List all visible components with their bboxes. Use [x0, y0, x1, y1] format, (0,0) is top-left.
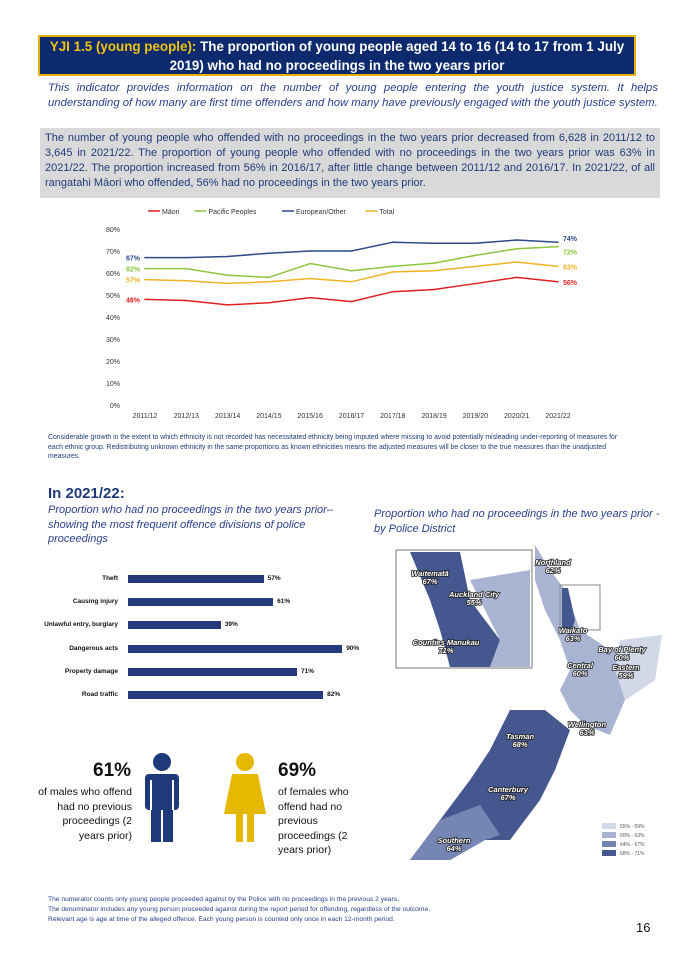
district-value: 62%: [545, 566, 561, 575]
section-title: In 2021/22:: [48, 485, 125, 502]
footnotes: [48, 895, 430, 925]
bar-category-label: Road traffic: [81, 691, 118, 698]
bar-value-label: 57%: [267, 575, 281, 582]
data-point: [227, 304, 229, 306]
end-data-label: 56%: [563, 279, 578, 287]
bar-category-label: Unlawful entry, burglary: [44, 621, 118, 629]
data-point: [268, 281, 270, 283]
data-point: [351, 270, 353, 272]
data-point: [475, 283, 477, 285]
data-point: [309, 263, 311, 265]
data-point: [392, 241, 394, 243]
data-point: [186, 300, 188, 302]
ethnicity-line-chart: [100, 202, 600, 422]
bar: [128, 645, 342, 653]
district-name: Auckland City: [448, 590, 500, 599]
y-tick-label: 70%: [105, 249, 120, 256]
end-data-label: 72%: [563, 249, 578, 257]
y-tick-label: 10%: [105, 381, 120, 388]
indicator-header: [38, 35, 636, 76]
x-tick-label: 2020/21: [504, 413, 530, 420]
data-point: [516, 261, 518, 263]
data-point: [433, 289, 435, 291]
ethnicity-note: Considerable growth in the extent to which ethnicity is not recorded has necessitated ethnicity being imputed where missing to avoid potentially misleading under-reporting of measures for each ethnic group. Redistributing unknown ethnicity in the same proportions as known ethnicities means the adjusted measures will be closer to the true measures than the unadjusted measures.: [48, 434, 618, 460]
y-tick-label: 20%: [105, 359, 120, 366]
data-point: [144, 299, 146, 301]
data-point: [557, 246, 559, 248]
district-value: 68%: [512, 740, 528, 749]
district-name: Wellington: [567, 720, 607, 729]
bar-value-label: 61%: [277, 598, 291, 606]
district-value: 67%: [422, 577, 438, 586]
data-point: [144, 279, 146, 281]
data-point: [268, 277, 270, 279]
x-tick-label: 2016/17: [338, 413, 365, 420]
data-point: [268, 302, 270, 304]
footnote: The numerator counts only young people proceeded against by the Police with no proceedings in the previous 2 years.: [48, 896, 399, 903]
x-tick-label: 2018/19: [421, 413, 447, 420]
end-data-label: 63%: [563, 264, 578, 272]
summary-box: The number of young people who offended with no proceedings in the two years prior decreased from 6,628 in 2011/12 to 3,645 in 2021/22. The proportion of young people who offended with no proceedings in the two years prior was 63% in 2021/22. The proportion increased from 56% in 2016/17, after little change between 2011/12 and 2016/17. In 2021/22, of all rangatahi Māori who offended, 56% had no proceedings in the two years prior.: [40, 128, 660, 198]
district-name: Waitematā: [411, 569, 449, 578]
footnote: The denominator includes any young person proceeded against during the report period for offending, regardless of the outcome.: [48, 906, 431, 913]
district-name: Southern: [437, 836, 471, 845]
females-percent: 69%: [278, 760, 317, 781]
legend-swatch: [602, 823, 616, 829]
bar: [128, 598, 273, 606]
district-name: Northland: [535, 558, 571, 567]
data-point: [392, 271, 394, 273]
bar-value-label: 82%: [327, 691, 341, 698]
bar-category-label: Causing injury: [72, 598, 118, 606]
map-legend: [602, 823, 645, 857]
data-point: [392, 266, 394, 268]
x-tick-label: 2017/18: [380, 413, 406, 420]
y-tick-label: 30%: [105, 337, 120, 344]
y-tick-label: 80%: [105, 227, 120, 234]
data-point: [516, 239, 518, 241]
bar-value-label: 39%: [224, 621, 238, 629]
y-tick-label: 50%: [105, 293, 120, 300]
intro-text: This indicator provides information on the number of young people entering the youth justice system. It helps understanding of how many are first time offenders and how many have previously engaged with the youth justice system.: [48, 82, 658, 109]
x-tick-label: 2013/14: [214, 413, 241, 420]
start-data-label: 67%: [125, 255, 140, 263]
data-point: [227, 256, 229, 258]
data-point: [433, 270, 435, 272]
females-text: of females who offend had no previous proceedings (2 years prior): [278, 786, 349, 856]
males-percent: 61%: [93, 760, 132, 781]
data-point: [475, 243, 477, 245]
district-value: 59%: [618, 671, 634, 680]
bar-category-label: Theft: [102, 575, 118, 582]
map-subtitle: Proportion who had no proceedings in the two years prior - by Police District: [374, 508, 660, 535]
males-text: of males who offend had no previous proceedings (2 years prior): [38, 786, 132, 842]
data-point: [557, 241, 559, 243]
data-point: [309, 250, 311, 252]
district-value: 63%: [579, 728, 595, 737]
district-name: Waikato: [558, 626, 588, 635]
bar-value-label: 71%: [300, 667, 314, 675]
data-point: [186, 280, 188, 282]
district-name: Tasman: [505, 732, 535, 741]
bar: [128, 691, 323, 699]
legend-label: 55% - 59%: [620, 824, 645, 830]
data-point: [516, 248, 518, 250]
data-point: [351, 250, 353, 252]
bar: [128, 575, 264, 583]
data-point: [475, 266, 477, 268]
x-tick-label: 2012/13: [173, 413, 199, 420]
legend-label: Total: [379, 209, 395, 216]
data-point: [309, 297, 311, 299]
district-name: Counties Manukau: [412, 638, 480, 647]
start-data-label: 57%: [125, 277, 140, 285]
legend-label: 60% - 63%: [620, 833, 645, 839]
bar-category-label: Property damage: [64, 667, 118, 675]
male-figure-icon: [140, 752, 184, 844]
data-point: [309, 278, 311, 280]
legend-label: Pacific Peoples: [208, 209, 257, 216]
data-point: [516, 277, 518, 279]
district-value: 63%: [565, 634, 581, 643]
indicator-title: The proportion of young people aged 14 to 16 (14 to 17 from 1 July 2019) who had no proceedings in the two years prior: [169, 39, 625, 73]
data-point: [557, 266, 559, 268]
y-tick-label: 0%: [109, 403, 120, 410]
x-tick-label: 2019/20: [462, 413, 489, 420]
x-tick-label: 2015/16: [297, 413, 323, 420]
data-point: [433, 243, 435, 245]
data-point: [268, 252, 270, 254]
data-point: [351, 301, 353, 303]
district-name: Eastern: [612, 663, 640, 672]
start-data-label: 62%: [125, 266, 140, 274]
y-tick-label: 40%: [105, 315, 120, 322]
data-point: [475, 255, 477, 257]
district-value: 60%: [614, 653, 630, 662]
district-value: 55%: [466, 598, 482, 607]
female-figure-icon: [222, 752, 268, 844]
indicator-code: YJI 1.5 (young people):: [49, 39, 197, 54]
legend-label: 68% - 71%: [620, 851, 645, 857]
bar-value-label: 90%: [346, 644, 360, 652]
legend-swatch: [602, 832, 616, 838]
data-point: [351, 281, 353, 283]
x-tick-label: 2014/15: [256, 413, 282, 420]
data-point: [392, 291, 394, 293]
legend-label: 64% - 67%: [620, 842, 645, 848]
district-name: Central: [567, 661, 593, 670]
data-point: [227, 274, 229, 276]
district-name: Bay of Plenty: [598, 645, 646, 654]
district-name: Canterbury: [487, 785, 529, 794]
district-value: 64%: [446, 844, 462, 853]
series-line-european-other: [145, 240, 558, 258]
footnote: Relevant age is age at time of the alleged offence. Each young person is counted only once in each 12-month period.: [48, 916, 395, 923]
district-value: 60%: [572, 669, 588, 678]
data-point: [557, 281, 559, 283]
bar: [128, 621, 221, 629]
x-tick-label: 2021/22: [545, 413, 571, 420]
data-point: [433, 262, 435, 264]
end-data-label: 74%: [563, 236, 578, 244]
bar-category-label: Dangerous acts: [69, 644, 118, 652]
data-point: [144, 268, 146, 270]
legend-swatch: [602, 841, 616, 847]
data-point: [144, 257, 146, 259]
bar-chart-subtitle: Proportion who had no proceedings in the two years prior– showing the most frequent offence divisions of police proceedings: [48, 504, 333, 545]
police-district-map: [370, 540, 670, 860]
x-tick-label: 2011/12: [132, 413, 158, 420]
legend-label: European/Other: [296, 209, 346, 216]
bar: [128, 668, 297, 676]
data-point: [227, 283, 229, 285]
legend-label: Māori: [162, 209, 180, 216]
start-data-label: 48%: [125, 297, 140, 305]
page-number: 16: [636, 920, 651, 935]
y-tick-label: 60%: [105, 271, 120, 278]
district-value: 71%: [438, 646, 454, 655]
legend-swatch: [602, 850, 616, 856]
data-point: [186, 268, 188, 270]
data-point: [186, 257, 188, 259]
district-value: 67%: [500, 793, 516, 802]
